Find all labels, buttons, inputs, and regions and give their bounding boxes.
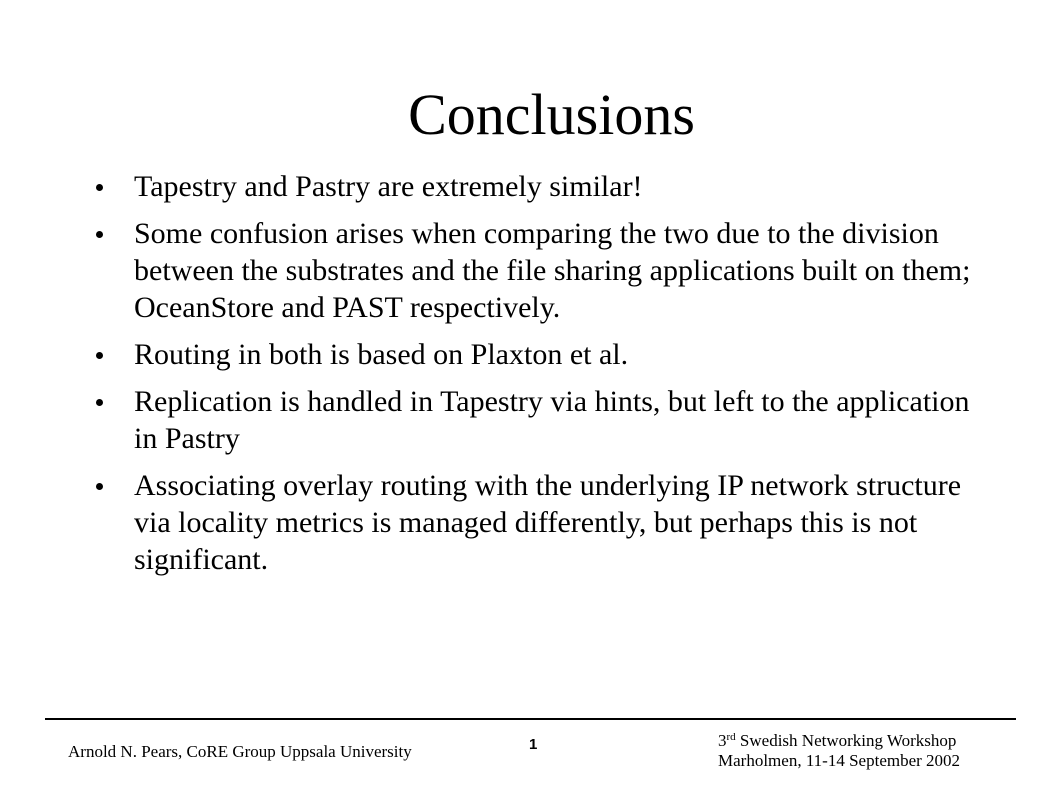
footer-event bbox=[718, 731, 960, 771]
bullet-item bbox=[96, 215, 996, 326]
page-number: 1 bbox=[529, 736, 538, 753]
bullet-text: Tapestry and Pastry are extremely similar! bbox=[134, 170, 643, 203]
bullet-dot-icon bbox=[96, 483, 103, 490]
footer-event-title bbox=[718, 731, 960, 751]
bullet-text: Some confusion arises when comparing the two due to the division between the substrates and the file sharing applications built on them; OceanStore and PAST respectively. bbox=[134, 217, 971, 324]
bullet-item bbox=[96, 467, 996, 578]
footer-event-ordinal-suffix: rd bbox=[726, 731, 736, 743]
bullet-item bbox=[96, 336, 996, 373]
bullet-list bbox=[96, 168, 996, 588]
bullet-text: Associating overlay routing with the underlying IP network structure via locality metrics is managed differently, but perhaps this is not significant. bbox=[134, 469, 962, 576]
footer-divider bbox=[45, 718, 1016, 720]
bullet-dot-icon bbox=[96, 399, 103, 406]
bullet-dot-icon bbox=[96, 184, 103, 191]
footer-author: Arnold N. Pears, CoRE Group Uppsala University bbox=[68, 742, 412, 761]
footer-event-ordinal-number: 3 bbox=[718, 731, 727, 750]
bullet-dot-icon bbox=[96, 352, 103, 359]
footer-event-date: Marholmen, 11-14 September 2002 bbox=[718, 751, 961, 770]
bullet-item bbox=[96, 383, 996, 457]
footer-event-name: Swedish Networking Workshop bbox=[735, 731, 957, 750]
bullet-text: Replication is handled in Tapestry via hints, but left to the application in Pastry bbox=[134, 385, 970, 455]
bullet-item bbox=[96, 168, 996, 205]
bullet-dot-icon bbox=[96, 231, 103, 238]
slide-title: Conclusions bbox=[408, 82, 695, 147]
bullet-text: Routing in both is based on Plaxton et al. bbox=[134, 338, 629, 371]
